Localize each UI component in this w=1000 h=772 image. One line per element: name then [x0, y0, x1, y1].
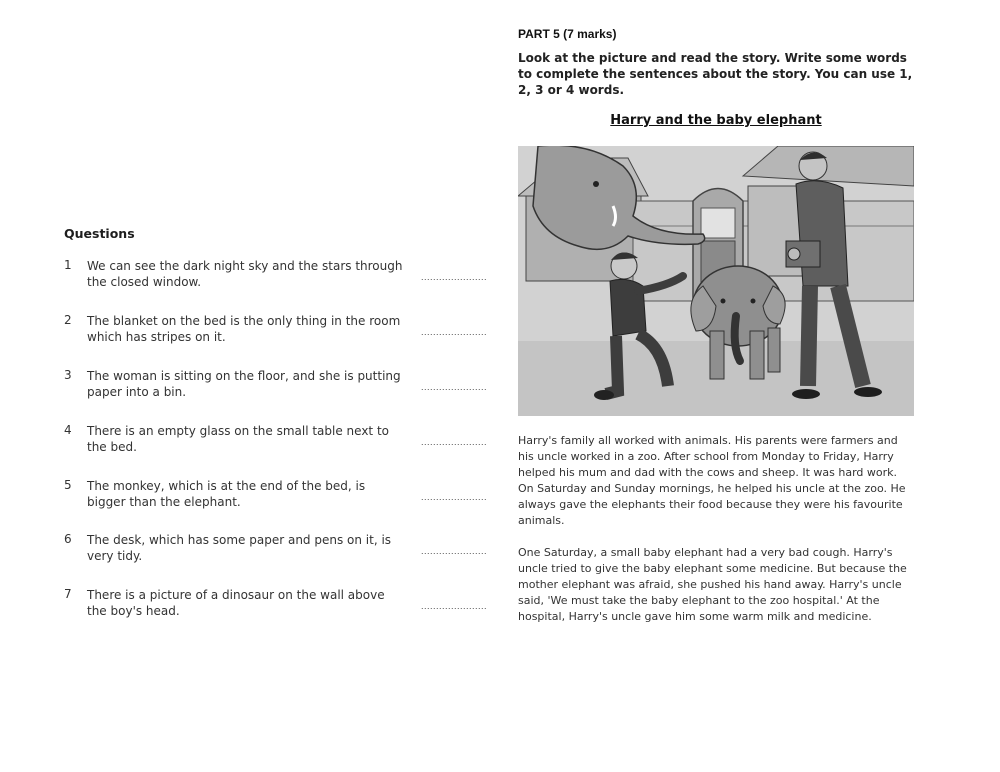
question-text: The monkey, which is at the end of the bed, is bigger than the elephant.	[87, 479, 366, 509]
answer-blank[interactable]: ......................	[421, 492, 488, 502]
question-number: 3	[64, 368, 72, 382]
question-item	[64, 423, 490, 467]
question-number: 6	[64, 532, 72, 546]
question-item	[64, 258, 490, 302]
question-number: 4	[64, 423, 72, 437]
story-title: Harry and the baby elephant	[610, 113, 822, 128]
instructions: Look at the picture and read the story. Write some words to complete the sentences about the story. You can use 1, 2, 3 or 4 words.	[518, 51, 913, 97]
question-text: The desk, which has some paper and pens on it, is very tidy.	[87, 533, 392, 563]
answer-blank[interactable]: ......................	[421, 327, 488, 337]
question-item	[64, 313, 490, 357]
question-item	[64, 368, 490, 412]
question-item	[64, 532, 490, 576]
question-text: The woman is sitting on the floor, and she is putting paper into a bin.	[87, 369, 401, 399]
question-number: 1	[64, 258, 72, 272]
answer-blank[interactable]: ......................	[421, 382, 488, 392]
story-illustration	[518, 146, 914, 416]
question-item	[64, 587, 490, 631]
question-item	[64, 478, 490, 522]
question-text: There is an empty glass on the small table next to the bed.	[87, 424, 389, 454]
story-illustration-svg	[518, 146, 914, 416]
answer-blank[interactable]: ......................	[421, 601, 488, 611]
questions-heading: Questions	[64, 226, 135, 241]
answer-blank[interactable]: ......................	[421, 437, 488, 447]
story-paragraph: One Saturday, a small baby elephant had a very bad cough. Harry's uncle tried to give the baby elephant some medicine. But because the mother elephant was afraid, she pushed his hand away. Harry's uncle said, 'We must take the baby elephant to the zoo hospital.' At the hospital, Harry's uncle gave him some warm milk and medicine.	[518, 546, 907, 623]
question-text: There is a picture of a dinosaur on the wall above the boy's head.	[87, 588, 385, 618]
question-text: The blanket on the bed is the only thing in the room which has stripes on it.	[87, 314, 401, 344]
question-number: 2	[64, 313, 72, 327]
question-text: We can see the dark night sky and the stars through the closed window.	[87, 259, 403, 289]
part-title: PART 5 (7 marks)	[518, 27, 617, 41]
question-number: 7	[64, 587, 72, 601]
question-number: 5	[64, 478, 72, 492]
answer-blank[interactable]: ......................	[421, 546, 488, 556]
story-paragraph: Harry's family all worked with animals. His parents were farmers and his uncle worked in a zoo. After school from Monday to Friday, Harry helped his mum and dad with the cows and sheep. It was hard work. On Saturday and Sunday mornings, he helped his uncle at the zoo. He always gave the elephants their food because they were his favourite animals.	[518, 434, 906, 527]
answer-blank[interactable]: ......................	[421, 272, 488, 282]
